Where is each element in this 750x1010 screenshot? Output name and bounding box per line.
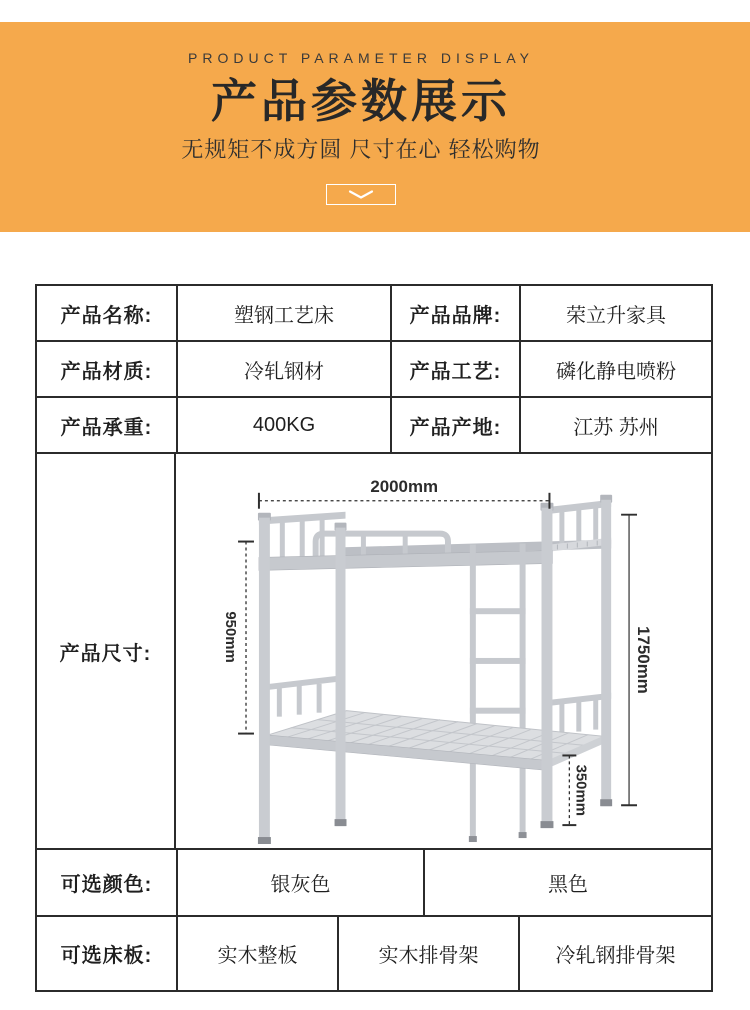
color-option-silver: 银灰色 xyxy=(176,850,423,915)
hero-eyebrow: PRODUCT PARAMETER DISPLAY xyxy=(188,50,534,66)
bunk-bed-illustration xyxy=(176,454,711,846)
board-option-steel-slats: 冷轧钢排骨架 xyxy=(518,917,711,990)
hero-subtitle: 无规矩不成方圆 尺寸在心 轻松购物 xyxy=(181,137,541,162)
dimension-upper-height-label: 950mm xyxy=(222,611,240,663)
param-value-craft: 磷化静电喷粉 xyxy=(519,342,711,396)
param-value-material: 冷轧钢材 xyxy=(176,342,390,396)
bunk-bed-diagram xyxy=(174,454,711,848)
param-value-brand: 荣立升家具 xyxy=(519,286,711,340)
param-label-brand: 产品品牌: xyxy=(390,286,519,340)
board-option-wood-slats: 实木排骨架 xyxy=(337,917,518,990)
param-label-origin: 产品产地: xyxy=(390,398,519,452)
param-label-colors: 可选颜色: xyxy=(60,874,153,896)
param-label-material: 产品材质: xyxy=(60,360,153,383)
hero-banner xyxy=(0,22,750,232)
param-label-size: 产品尺寸: xyxy=(59,642,152,665)
table-row-dimensions xyxy=(37,452,711,848)
table-row xyxy=(37,396,711,452)
table-row-boards xyxy=(37,915,711,990)
table-row xyxy=(37,340,711,396)
chevron-down-icon xyxy=(348,190,374,200)
dimension-length-label: 2000mm xyxy=(370,476,439,496)
scroll-down-button[interactable] xyxy=(326,184,396,205)
dimension-clearance-label: 350mm xyxy=(572,764,590,816)
page-title: 产品参数展示 xyxy=(211,75,511,127)
param-label-craft: 产品工艺: xyxy=(390,342,519,396)
dimension-total-height-label: 1750mm xyxy=(634,626,654,694)
param-label-name: 产品名称: xyxy=(60,304,153,327)
param-label-boards: 可选床板: xyxy=(60,945,153,967)
color-option-black: 黑色 xyxy=(423,850,711,915)
table-row xyxy=(37,286,711,340)
param-value-name: 塑钢工艺床 xyxy=(176,286,390,340)
param-value-load: 400KG xyxy=(176,398,390,452)
param-label-load: 产品承重: xyxy=(60,416,153,439)
param-value-origin: 江苏 苏州 xyxy=(519,398,711,452)
product-parameter-table xyxy=(35,284,713,992)
table-row-colors xyxy=(37,848,711,915)
top-white-strip xyxy=(0,0,750,22)
board-option-solid-wood: 实木整板 xyxy=(176,917,337,990)
